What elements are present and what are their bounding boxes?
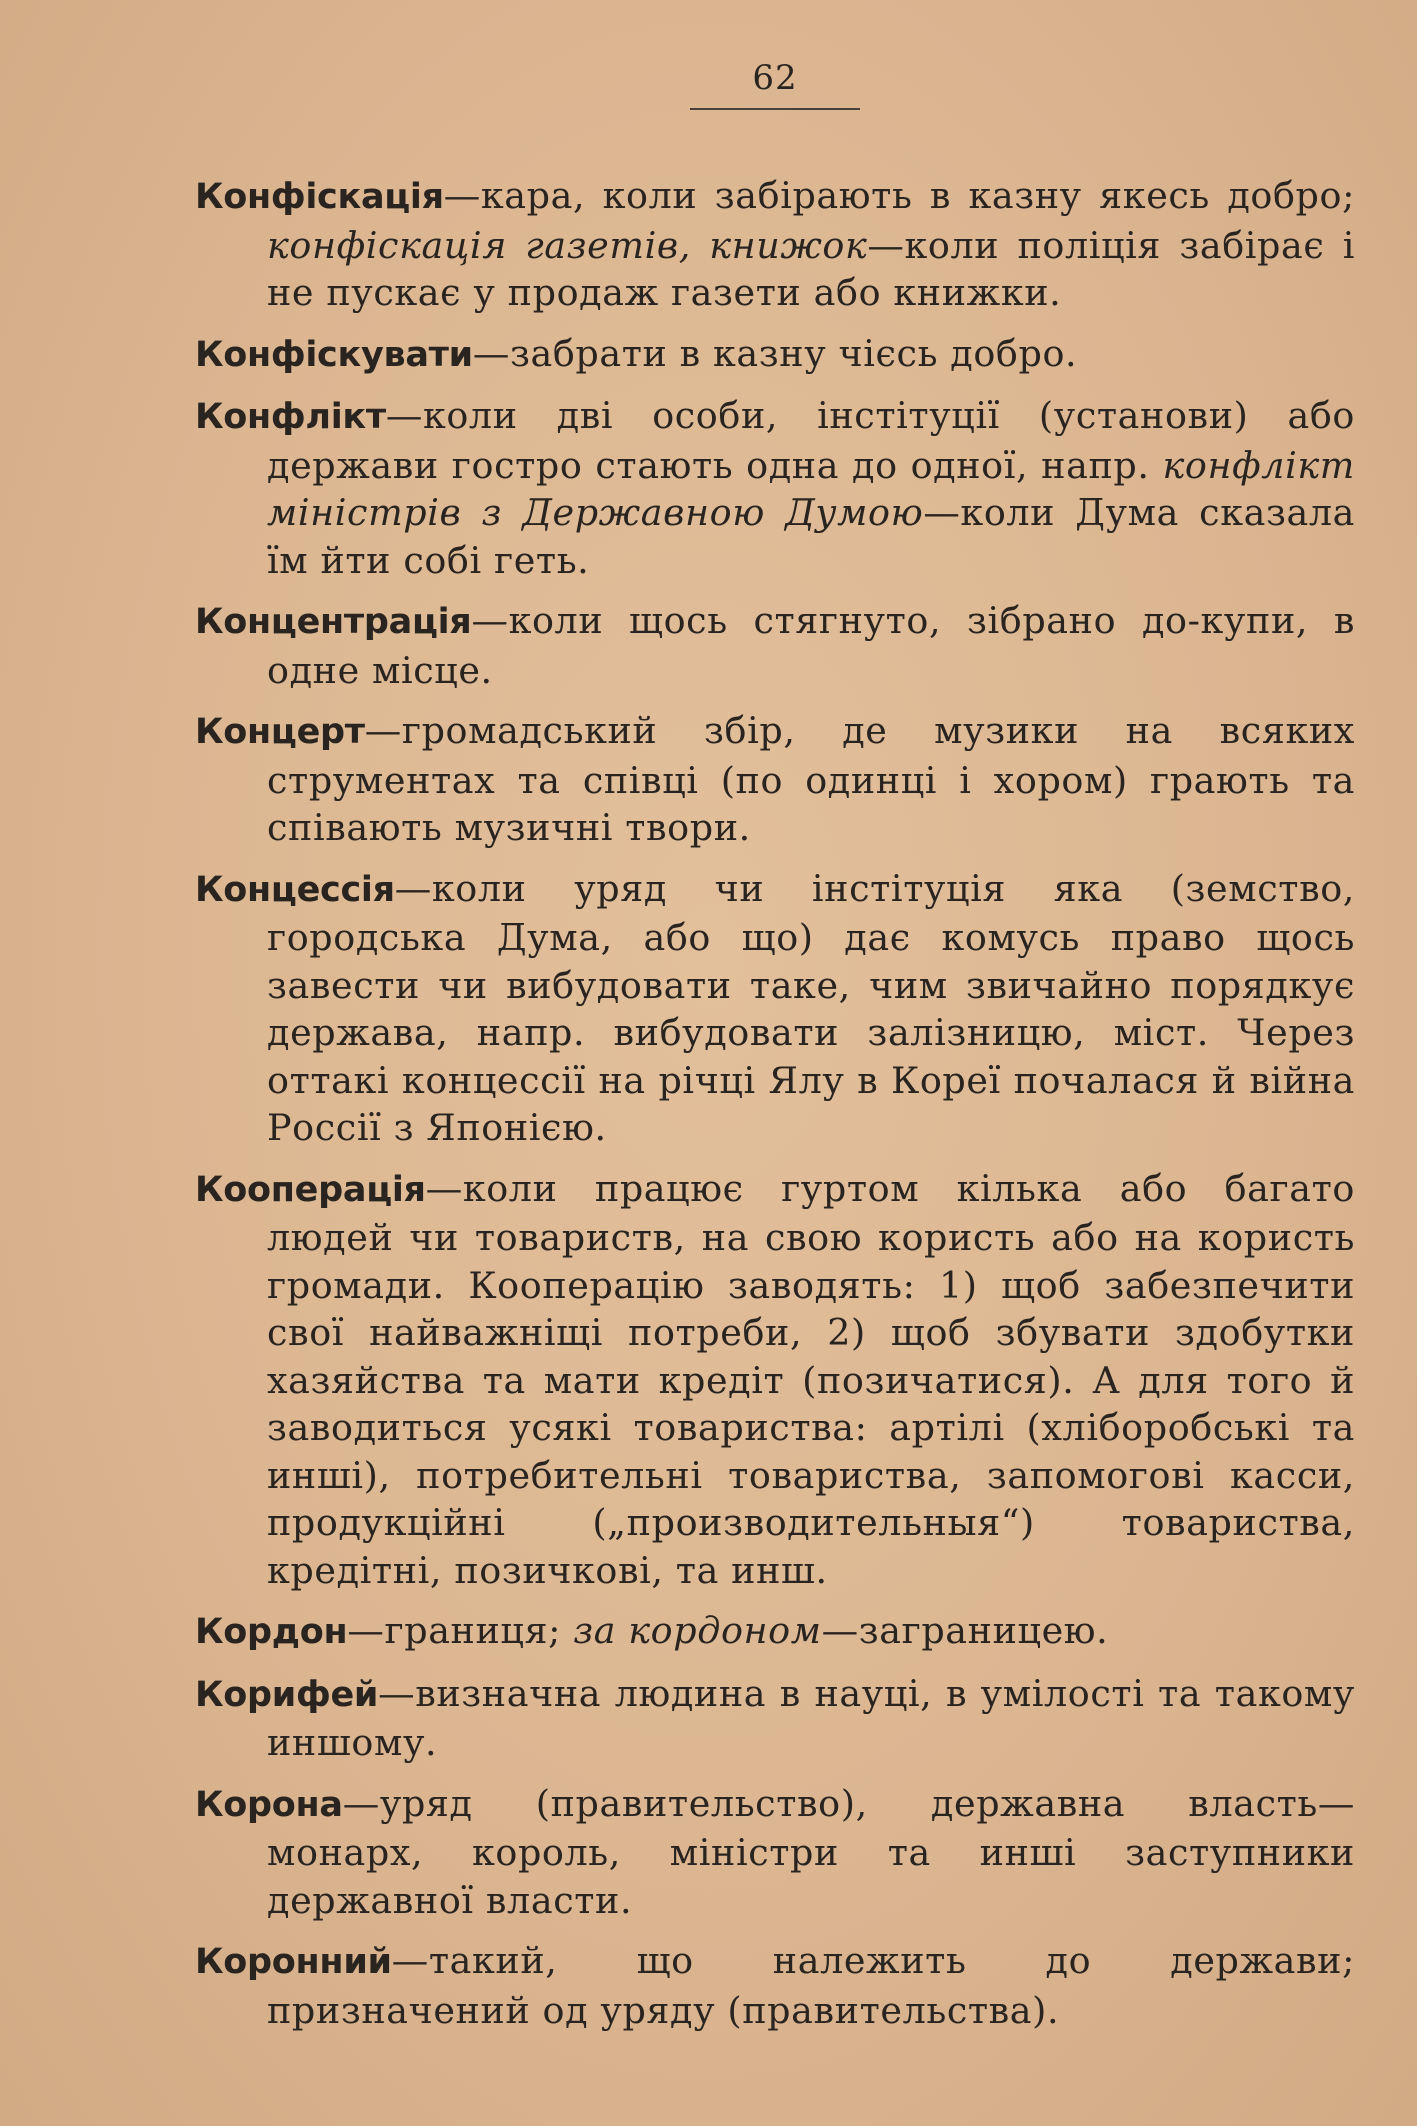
- entry-definition: —громадський збір, де музики на всяких струментах та співці (по одинці і хором) грають та співають музичні твори.: [267, 709, 1355, 849]
- entry-definition: —кара, коли забірають в казну якесь добро;: [443, 174, 1355, 217]
- dictionary-entry: [195, 1607, 1355, 1657]
- dictionary-entry: [195, 1937, 1355, 2034]
- entry-headword: Конфіскація: [195, 177, 444, 217]
- entry-headword: Концессія: [195, 869, 395, 910]
- entry-headword: Коронний: [195, 1942, 392, 1982]
- entry-headword: Концерт: [195, 712, 365, 752]
- entry-definition: —границя;: [347, 1609, 574, 1652]
- entry-definition: —заграницею.: [821, 1609, 1109, 1652]
- entry-headword: Кордон: [195, 1612, 348, 1652]
- dictionary-entry: [195, 865, 1355, 1152]
- entry-definition: —коли уряд чи інстітуція яка (земство, городська Дума, або що) дає комусь право щось завести чи вибудовати таке, чим звичайно порядкує держава, напр. вибудовати залізницю, міст. Через оттакі концессії на річці Ялу в Кореї почалася й війна Россії з Японією.: [267, 866, 1355, 1149]
- entry-headword: Концентрація: [195, 602, 472, 642]
- entry-definition: —забрати в казну чієсь добро.: [472, 331, 1078, 375]
- entry-definition: —такий, що належить до держави; призначений од уряду (правительства).: [267, 1939, 1355, 2032]
- entry-definition: —коли поліція забірає і не пускає у продаж газети або книжки.: [267, 223, 1355, 314]
- dictionary-entries: [195, 172, 1355, 2047]
- entry-example: за кордоном: [573, 1609, 822, 1652]
- entry-definition: —коли щось стягнуто, зібрано до-купи, в одне місце.: [267, 599, 1355, 692]
- entry-headword: Конфіскувати: [195, 334, 473, 375]
- entry-headword: Корифей: [195, 1674, 379, 1715]
- entry-definition: —уряд (правительство), державна власть—монарх, король, міністри та инші заступники державної власти.: [267, 1781, 1355, 1922]
- dictionary-entry: [195, 1165, 1355, 1595]
- entry-headword: Кооперація: [195, 1169, 426, 1210]
- page-number-rule: [690, 108, 860, 110]
- entry-example: конфіскація газетів, книжок: [267, 223, 868, 267]
- entry-definition: —коли дві особи, інстітуції (установи) або держави гостро стають одна до одної, напр.: [267, 394, 1355, 487]
- dictionary-entry: [195, 707, 1355, 852]
- entry-definition: —коли Дума сказала їм йти собі геть.: [267, 491, 1355, 582]
- entry-example: конфлікт міністрів з Державною Думою: [267, 443, 1355, 534]
- entry-definition: —визначна людина в науці, в умілості та такому иншому.: [267, 1671, 1355, 1764]
- dictionary-entry: [195, 597, 1355, 694]
- dictionary-entry: [195, 1670, 1355, 1767]
- dictionary-entry: [195, 392, 1355, 584]
- page-number: 62: [752, 58, 798, 98]
- dictionary-entry: [195, 330, 1355, 380]
- dictionary-entry: [195, 172, 1355, 317]
- entry-definition: —коли працює гуртом кілька або багато людей чи товариств, на свою користь або на користь громади. Кооперацію заводять: 1) щоб забезпечити свої найважніщі потреби, 2) щоб збувати здобутки хазяйства та мати кредіт (позичатися). А для того й заводиться усякі товариства: артілі (хліборобські та инші), потребительні товариства, запомогові касси, продукційні („производительныя“) товариства, кредітні, позичкові, та инш.: [267, 1166, 1355, 1592]
- dictionary-entry: [195, 1780, 1355, 1925]
- entry-headword: Корона: [195, 1784, 343, 1825]
- entry-headword: Конфлікт: [195, 397, 386, 437]
